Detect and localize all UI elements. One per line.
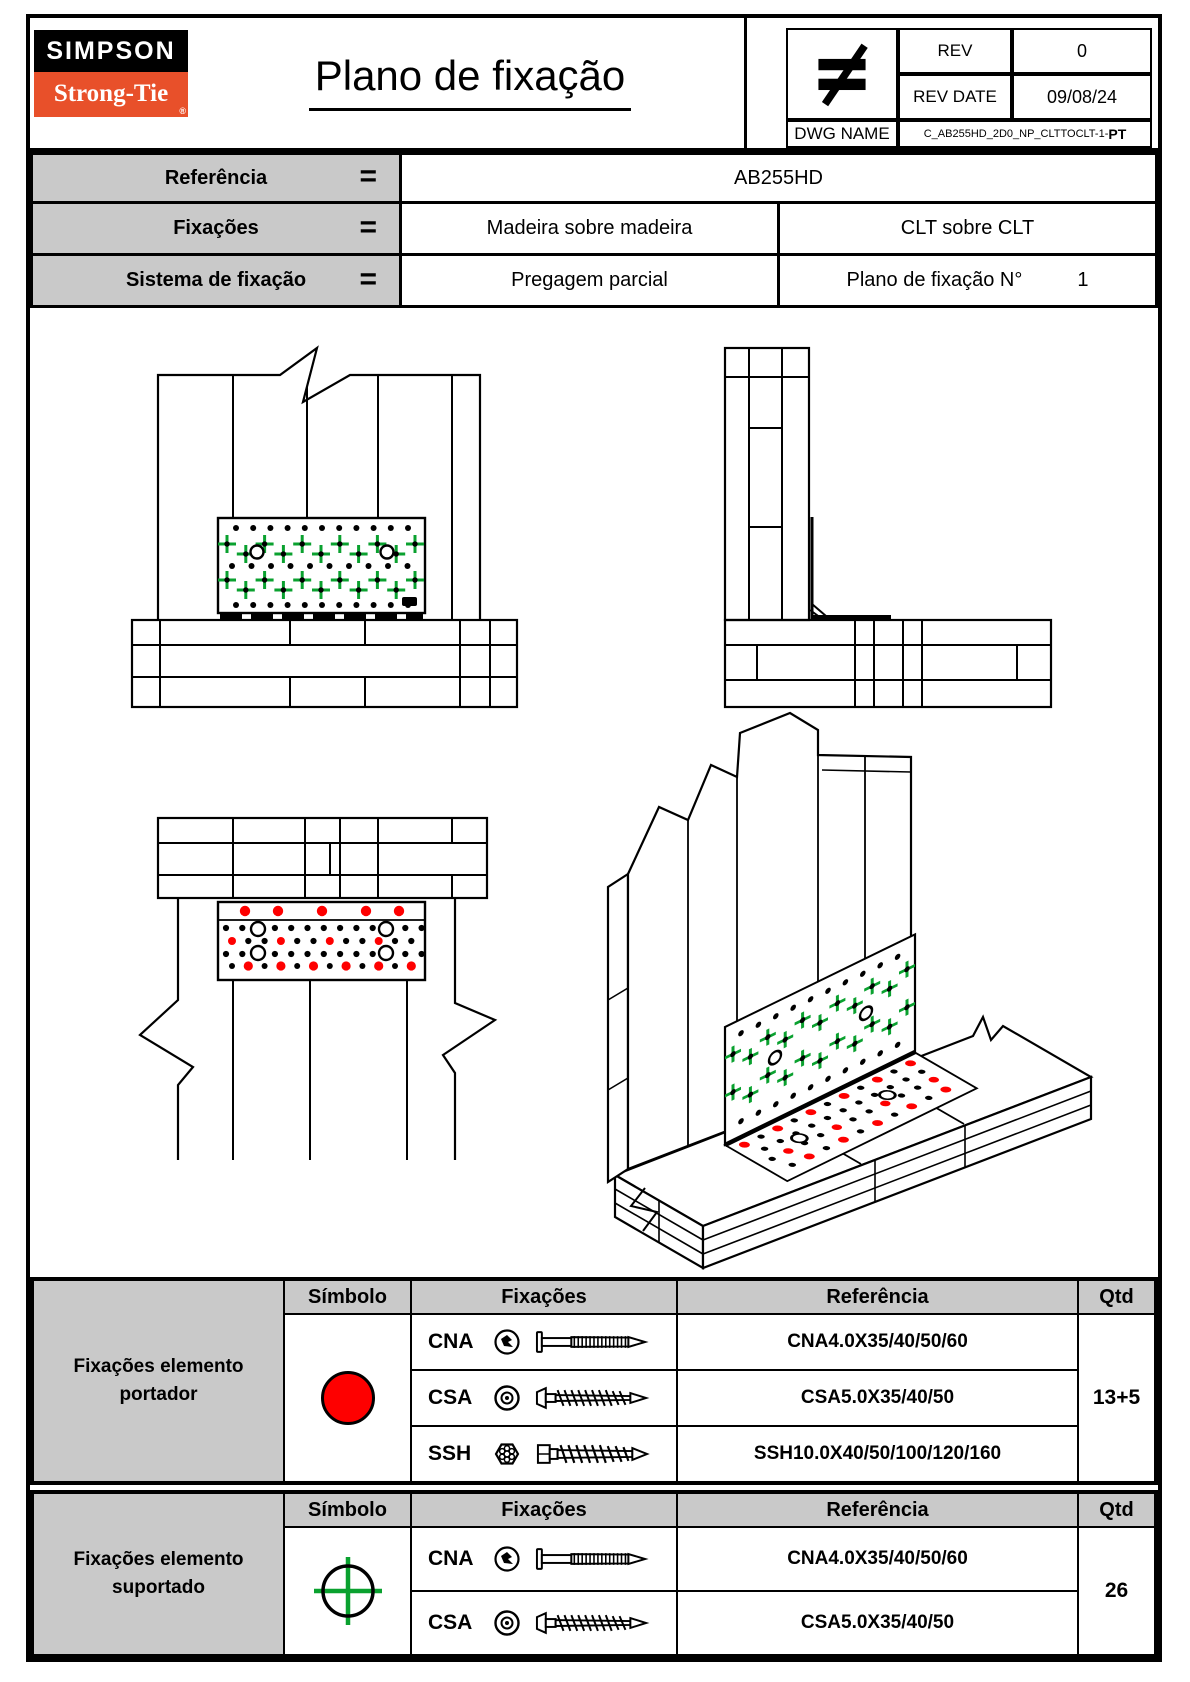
dwg-name-label: DWG NAME (786, 120, 898, 148)
simpson-strongtie-logo (34, 30, 188, 117)
side-view-drawing (655, 320, 1075, 715)
col-header-symbol: Símbolo (283, 1492, 412, 1528)
fixings-label: Fixações = (30, 201, 402, 256)
ssh-head-icon (492, 1439, 522, 1469)
col-header-symbol: Símbolo (283, 1279, 412, 1315)
fixing-row-csa: CSA (410, 1590, 678, 1656)
wall-section (725, 348, 809, 620)
equals-sign: = (359, 262, 377, 296)
reference-cna: CNA4.0X35/40/50/60 (676, 1526, 1079, 1592)
csa-screw-icon (534, 1608, 652, 1638)
fixing-row-ssh: SSH (410, 1425, 678, 1483)
green-cross-circle-icon (310, 1553, 386, 1629)
fixing-row-cna: CNA (410, 1526, 678, 1592)
wall-lamella-joints-plan (233, 980, 407, 1160)
bottom-view-drawing (105, 755, 525, 1165)
supported-qty: 26 (1077, 1526, 1156, 1656)
reference-ssh: SSH10.0X40/50/100/120/160 (676, 1425, 1079, 1483)
info-row-reference (30, 152, 1158, 204)
isometric-view-drawing (575, 685, 1095, 1270)
title-block (30, 18, 1158, 152)
front-view-drawing (120, 325, 520, 715)
cna-head-icon (492, 1544, 522, 1574)
ssh-screw-icon (534, 1439, 652, 1469)
logo-simpson: SIMPSON (34, 30, 188, 72)
reference-label: Referência = (30, 152, 402, 204)
equals-sign: = (359, 210, 377, 244)
dwg-name-value: C_AB255HD_2D0_NP_CLTTOCLT-1- PT (898, 120, 1152, 148)
equals-sign: = (359, 159, 377, 193)
reference-csa: CSA5.0X35/40/50 (676, 1590, 1079, 1656)
col-header-qty: Qtd (1077, 1279, 1156, 1315)
not-equal-icon (786, 28, 898, 120)
plate-logo-stamp (402, 597, 417, 606)
group-label-carrier: Fixações elemento portador (32, 1279, 285, 1483)
reference-cna: CNA4.0X35/40/50/60 (676, 1313, 1079, 1371)
system-label: Sistema de fixação = (30, 253, 402, 308)
logo-strongtie: Strong-Tie ® (34, 72, 188, 117)
plan-number-cell: Plano de fixação N° 1 (777, 253, 1158, 308)
rev-label: REV (898, 28, 1012, 74)
rev-date-label: REV DATE (898, 74, 1012, 120)
cna-nail-icon (534, 1544, 652, 1574)
page-title: Plano de fixação (309, 52, 632, 111)
fixings-value-2: CLT sobre CLT (777, 201, 1158, 256)
header-divider (744, 18, 747, 148)
supported-symbol-cell (283, 1526, 412, 1656)
plan-number: 1 (1077, 269, 1089, 291)
cna-head-icon (492, 1327, 522, 1357)
slab-plan (158, 818, 487, 898)
reference-csa: CSA5.0X35/40/50 (676, 1369, 1079, 1427)
rev-value: 0 (1012, 28, 1152, 74)
rev-date-value: 09/08/24 (1012, 74, 1152, 120)
fixing-row-csa: CSA (410, 1369, 678, 1427)
table-supported-fixings (30, 1490, 1158, 1658)
col-header-qty: Qtd (1077, 1492, 1156, 1528)
red-circle-icon (321, 1371, 375, 1425)
col-header-fixings: Fixações (410, 1279, 678, 1315)
reference-value: AB255HD (399, 152, 1158, 204)
system-value: Pregagem parcial (399, 253, 780, 308)
col-header-reference: Referência (676, 1279, 1079, 1315)
fixing-row-cna: CNA (410, 1313, 678, 1371)
page-frame (26, 14, 1162, 1662)
info-row-system (30, 256, 1158, 308)
csa-head-icon (492, 1383, 522, 1413)
info-table (30, 152, 1158, 308)
fixings-value-1: Madeira sobre madeira (399, 201, 780, 256)
wall-right-edge-break (443, 898, 495, 1160)
revision-table (786, 28, 1158, 148)
cna-nail-icon (534, 1327, 652, 1357)
group-label-supported: Fixações elemento suportado (32, 1492, 285, 1656)
info-row-fixings (30, 204, 1158, 256)
csa-head-icon (492, 1608, 522, 1638)
table-carrier-fixings (30, 1277, 1158, 1485)
carrier-qty: 13+5 (1077, 1313, 1156, 1483)
wall-side-face (608, 874, 628, 1182)
carrier-symbol-cell (283, 1313, 412, 1483)
legend-tables (30, 1277, 1158, 1658)
col-header-fixings: Fixações (410, 1492, 678, 1528)
wall-left-edge-break (140, 898, 193, 1160)
registered-mark: ® (179, 106, 186, 116)
csa-screw-icon (534, 1383, 652, 1413)
col-header-reference: Referência (676, 1492, 1079, 1528)
